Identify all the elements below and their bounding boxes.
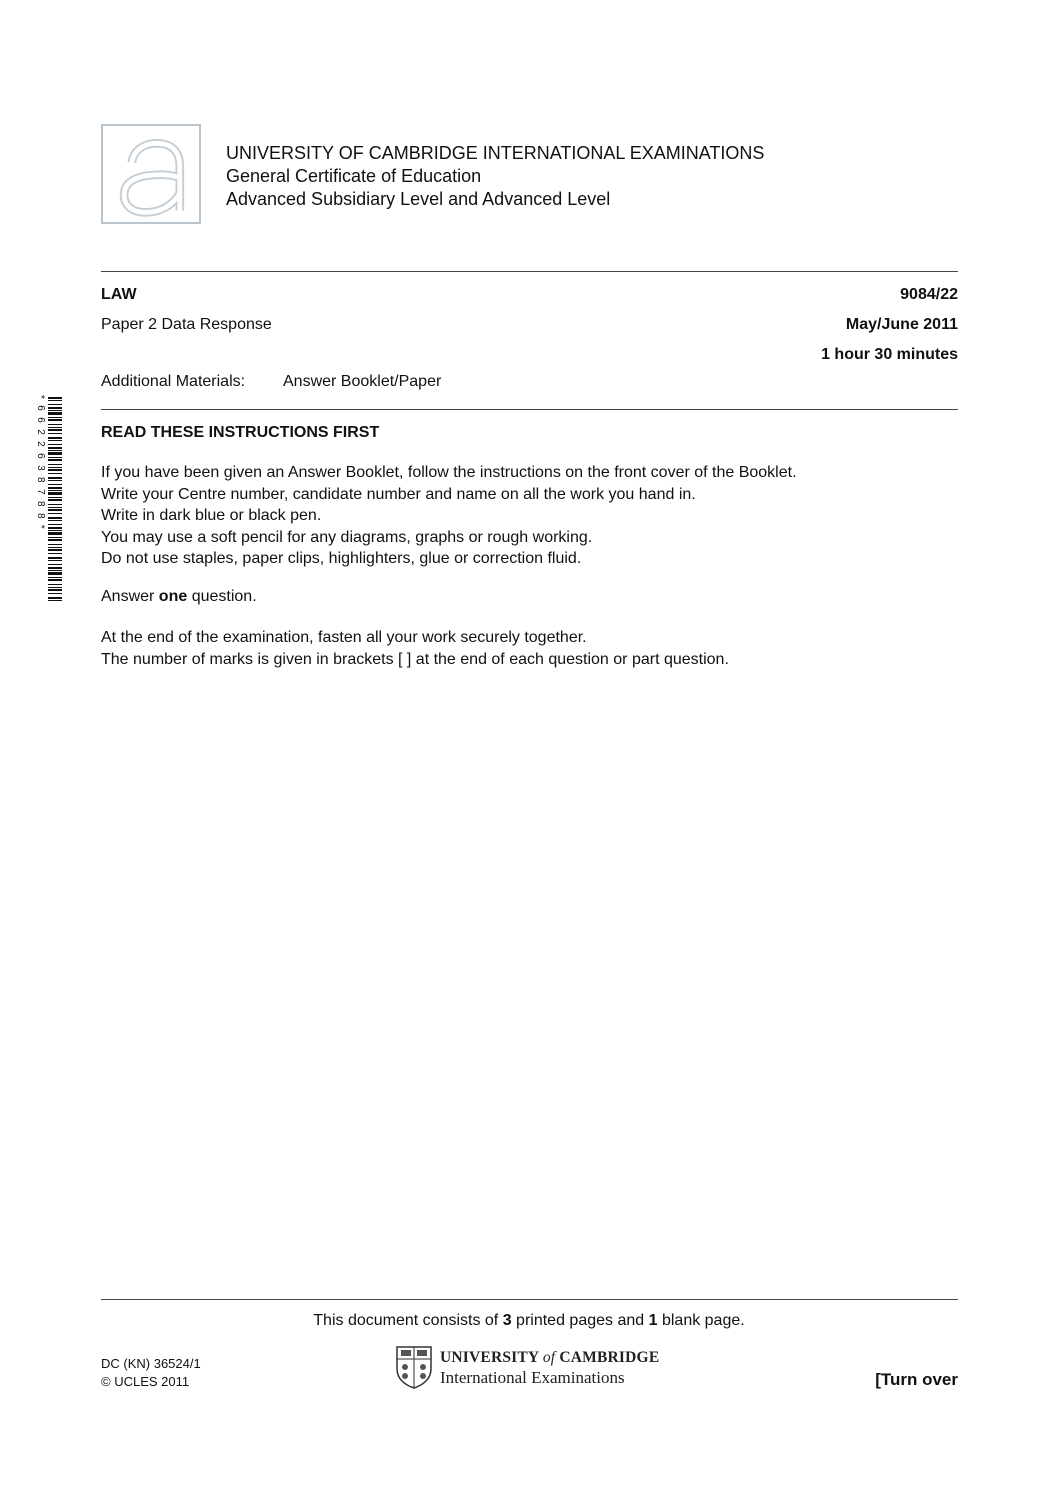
barcode-bar bbox=[48, 560, 62, 561]
subject-title: LAW bbox=[101, 286, 137, 303]
barcode-bar bbox=[48, 507, 62, 508]
barcode-bar bbox=[48, 499, 62, 501]
barcode-bar bbox=[48, 497, 62, 498]
barcode-bar bbox=[48, 539, 62, 541]
barcode-bar bbox=[48, 440, 62, 441]
barcode-bar bbox=[48, 584, 62, 585]
barcode-bar bbox=[48, 473, 62, 474]
logo-line-2: International Examinations bbox=[440, 1368, 625, 1387]
note-mid: printed pages and bbox=[511, 1312, 649, 1329]
barcode-bar bbox=[48, 419, 62, 421]
answer-pre: Answer bbox=[101, 588, 159, 605]
document-reference: DC (KN) 36524/1 bbox=[101, 1356, 201, 1371]
barcode-bar bbox=[48, 572, 62, 575]
barcode-bar bbox=[48, 477, 62, 479]
instruction-line: If you have been given an Answer Booklet, follow the instructions on the front cover of the Booklet. bbox=[101, 464, 797, 481]
barcode-bar bbox=[48, 570, 62, 571]
logo-cambridge: CAMBRIDGE bbox=[555, 1349, 660, 1366]
barcode-bar bbox=[48, 549, 62, 551]
barcode-bar bbox=[48, 567, 62, 569]
materials-value: Answer Booklet/Paper bbox=[283, 373, 442, 390]
barcode-bar bbox=[48, 410, 62, 411]
end-instruction-line: At the end of the examination, fasten all your work securely together. bbox=[101, 629, 587, 646]
instruction-line: Write in dark blue or black pen. bbox=[101, 507, 322, 524]
barcode-bar bbox=[48, 537, 62, 538]
exam-duration: 1 hour 30 minutes bbox=[821, 346, 958, 363]
instruction-line: Do not use staples, paper clips, highlighters, glue or correction fluid. bbox=[101, 550, 582, 567]
barcode-bar bbox=[48, 433, 62, 434]
barcode-bar bbox=[48, 532, 62, 535]
barcode-bar bbox=[48, 544, 62, 545]
barcode-bar bbox=[48, 452, 62, 455]
note-pre: This document consists of bbox=[313, 1312, 503, 1329]
instructions-heading: READ THESE INSTRUCTIONS FIRST bbox=[101, 424, 380, 441]
barcode-bar bbox=[48, 469, 62, 471]
barcode-bar bbox=[48, 450, 62, 451]
letter-a-logo-icon bbox=[103, 126, 199, 222]
instruction-line: You may use a soft pencil for any diagrams, graphs or rough working. bbox=[101, 528, 593, 546]
footer-divider bbox=[101, 1299, 958, 1300]
barcode-bar bbox=[48, 600, 62, 601]
end-instructions bbox=[101, 627, 729, 670]
barcode-bar bbox=[48, 492, 62, 495]
barcode-bar bbox=[48, 480, 62, 481]
barcode-bar bbox=[48, 484, 62, 485]
answer-post: question. bbox=[187, 588, 257, 605]
header-level: Advanced Subsidiary Level and Advanced Level bbox=[226, 189, 611, 209]
header-divider bbox=[101, 271, 958, 272]
instructions-divider bbox=[101, 409, 958, 410]
exam-board-logo bbox=[101, 124, 201, 224]
barcode-bar bbox=[48, 509, 62, 511]
barcode-bar bbox=[48, 490, 62, 491]
barcode-bar bbox=[48, 424, 62, 425]
barcode-bar bbox=[48, 412, 62, 415]
answer-count: one bbox=[158, 588, 188, 605]
barcode-bar bbox=[48, 547, 62, 548]
barcode-bar bbox=[48, 577, 62, 578]
barcode-bar bbox=[48, 517, 62, 519]
barcode-bar bbox=[48, 527, 62, 529]
barcode-bar bbox=[48, 444, 62, 445]
barcode-bar bbox=[48, 464, 62, 465]
barcode-bar bbox=[48, 400, 62, 401]
barcode-bar bbox=[48, 579, 62, 581]
instructions-list bbox=[101, 462, 797, 570]
barcode-bar bbox=[48, 447, 62, 449]
barcode-bar bbox=[48, 597, 62, 599]
paper-title: Paper 2 Data Response bbox=[101, 316, 272, 333]
barcode-bar bbox=[48, 467, 62, 468]
barcode-bar bbox=[48, 504, 62, 505]
exam-code: 9084/22 bbox=[900, 286, 958, 303]
header-university: UNIVERSITY OF CAMBRIDGE INTERNATIONAL EXAMINATIONS bbox=[226, 143, 765, 163]
copyright: © UCLES 2011 bbox=[101, 1374, 190, 1389]
barcode-bar bbox=[48, 513, 62, 514]
logo-of: of bbox=[542, 1349, 556, 1366]
barcode-bar bbox=[48, 553, 62, 554]
barcode-bar bbox=[48, 437, 62, 439]
barcode-bar bbox=[48, 487, 62, 489]
barcode-bar bbox=[48, 459, 62, 461]
logo-line-1 bbox=[440, 1348, 659, 1368]
end-instruction-line: The number of marks is given in brackets [ ] at the end of each question or part question. bbox=[101, 650, 729, 668]
barcode-bar bbox=[48, 457, 62, 458]
barcode-bar bbox=[48, 589, 62, 591]
barcode-bar bbox=[48, 530, 62, 531]
barcode-bar bbox=[48, 397, 62, 399]
candidate-barcode bbox=[36, 395, 62, 603]
university-logo-text bbox=[440, 1348, 659, 1388]
exam-session: May/June 2011 bbox=[845, 316, 958, 333]
barcode-bar bbox=[48, 407, 62, 409]
barcode-bar bbox=[48, 593, 62, 594]
logo-university: UNIVERSITY bbox=[440, 1349, 543, 1366]
header-certificate: General Certificate of Education bbox=[226, 166, 482, 186]
barcode-bar bbox=[48, 557, 62, 559]
barcode-bar bbox=[48, 429, 62, 431]
instruction-line: Write your Centre number, candidate number and name on all the work you hand in. bbox=[101, 485, 696, 503]
note-post: blank page. bbox=[657, 1312, 745, 1329]
answer-instruction bbox=[101, 588, 257, 606]
blank-pages: 1 bbox=[648, 1312, 658, 1329]
barcode-bar bbox=[48, 427, 62, 428]
barcode-bar bbox=[48, 520, 62, 521]
barcode-bar bbox=[48, 564, 62, 565]
barcode-bar bbox=[48, 587, 62, 588]
barcode-bar bbox=[48, 417, 62, 418]
barcode-bar bbox=[48, 404, 62, 405]
page-count-note bbox=[0, 1312, 1058, 1330]
barcode-digits: *6622638788* bbox=[35, 395, 46, 536]
university-crest-icon bbox=[395, 1345, 433, 1394]
turn-over: [Turn over bbox=[875, 1370, 958, 1389]
barcode-bar bbox=[48, 524, 62, 525]
printed-pages: 3 bbox=[502, 1312, 512, 1329]
materials-label: Additional Materials: bbox=[101, 373, 246, 390]
